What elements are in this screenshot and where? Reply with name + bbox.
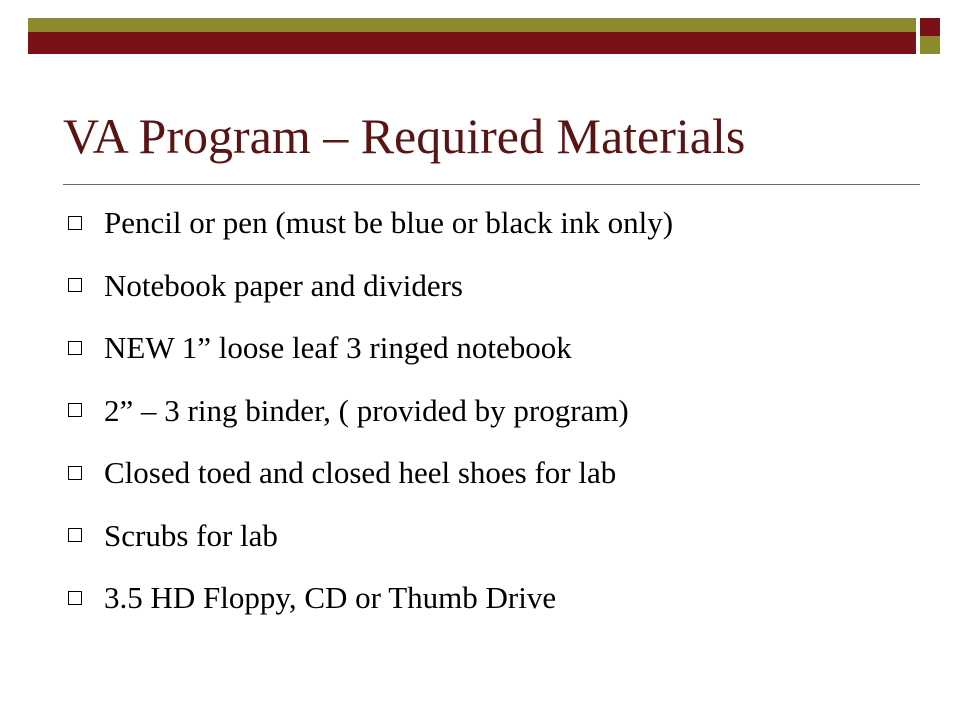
list-item-text: NEW 1” loose leaf 3 ringed notebook <box>104 330 572 365</box>
corner-block-olive <box>920 36 940 54</box>
bullet-list <box>68 207 673 645</box>
hollow-square-icon <box>68 341 82 355</box>
header-band <box>28 18 916 54</box>
title-divider <box>63 184 920 185</box>
corner-block-maroon <box>920 18 940 36</box>
hollow-square-icon <box>68 216 82 230</box>
list-item-text: Pencil or pen (must be blue or black ink only) <box>104 205 674 240</box>
header-band-maroon <box>28 32 916 54</box>
header-band-olive <box>28 18 916 32</box>
list-item <box>68 392 673 428</box>
list-item <box>68 207 673 238</box>
list-item <box>68 332 673 363</box>
hollow-square-icon <box>68 466 82 480</box>
list-item <box>68 457 673 488</box>
list-item-text: 3.5 HD Floppy, CD or Thumb Drive <box>104 580 557 615</box>
hollow-square-icon <box>68 403 82 417</box>
list-item-text: Closed toed and closed heel shoes for lab <box>104 455 617 490</box>
hollow-square-icon <box>68 278 82 292</box>
slide-title: VA Program – Required Materials <box>63 108 746 164</box>
list-item-text: Notebook paper and dividers <box>104 267 463 303</box>
list-item <box>68 517 673 553</box>
list-item-text: 2” – 3 ring binder, ( provided by program) <box>104 392 629 428</box>
list-item <box>68 582 673 613</box>
list-item <box>68 267 673 303</box>
hollow-square-icon <box>68 528 82 542</box>
hollow-square-icon <box>68 591 82 605</box>
list-item-text: Scrubs for lab <box>104 517 278 553</box>
